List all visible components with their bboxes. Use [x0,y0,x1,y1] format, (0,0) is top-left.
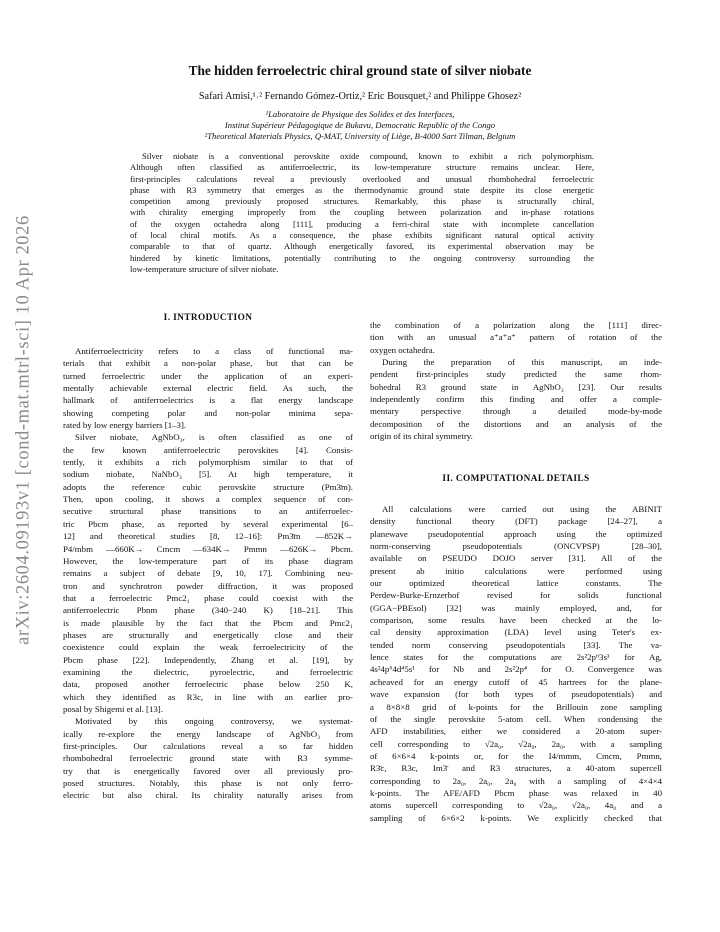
text-line: sampling of 6×6×2 k-points. We explicitly checked that [370,812,662,823]
text-line: electric but also chiral. Its chirality naturally arises from [63,790,353,801]
text-line: P4/mbm —660K→ Cmcm —634K→ Pmmn —626K→ Pbcm. [63,543,353,554]
text-line: Motivated by this ongoing controversy, we systemat- [75,716,353,727]
text-line: try that is energetically favored over all previously pro- [63,765,353,776]
text-line: rated by low energy barriers [1–3]. [63,420,187,431]
text-line: Antiferroelectricity refers to a class of functional ma- [75,346,353,356]
text-line: antiferroelectric Pbnm phase (340−240 K) [18–21]. This [63,605,353,616]
text-line: remains a subject of debate [9, 10, 17]. Combining neu- [63,568,353,579]
text-line: tended norm conserving pseudopotentials [33]. The va- [370,639,662,650]
text-line: data, proposed another ferroelectric phase below 250 K, [63,679,353,690]
text-line: showing competing polar and non-polar minima sepa- [63,407,353,418]
section-heading-introduction: I. INTRODUCTION [163,313,253,323]
section-heading-computational-details: II. COMPUTATIONAL DETAILS [442,474,590,484]
text-line: AFD instabilities, either we considered a 20-atom super- [370,726,662,737]
text-line: Silver niobate, AgNbO₃, is often classified as one of [75,432,353,443]
text-line: the combination of a polarization along the [111] direc- [370,320,662,330]
text-line: comparison, some results have been checked at the lo- [370,615,662,626]
arxiv-identifier-text: arXiv:2604.09193v1 [cond-mat.mtrl-sci] 10 Apr 2026 [13,215,34,645]
text-line: present ab initio calculations were performed using [370,565,662,576]
text-line: wave expansion (for both types of pseudopotentials) and [370,689,662,700]
text-line: decomposition of the distortions and an analysis of the [370,418,662,429]
text-line: posal by Shigemi et al. [13]. [63,703,163,714]
author-list: Safari Amisi,¹˒² Fernando Gómez-Ortiz,² Eric Bousquet,² and Philippe Ghosez² [198,91,522,102]
text-line: hallmark of antiferroelectrics is a flat energy landscape [63,395,353,406]
text-line: atoms supercell corresponding to √2a₀, √2a₀, 4a₀ and a [370,800,662,811]
abstract-line: of local chiral motifs. As a consequence, the phase exhibits significant natural optical activity [130,230,594,241]
paper-title: The hidden ferroelectric chiral ground state of silver niobate [188,63,532,78]
text-line: 4s²4p⁶4d⁴5s¹ for Nb and 2s²2p⁴ for O. Convergence was [370,664,662,675]
text-line: Then, upon cooling, it shows a complex sequence of con- [63,494,353,505]
abstract-line: Although often classified as antiferroelectric, its low-temperature structure remains unclear. Here, [130,162,594,173]
text-line: During the preparation of this manuscript, an inde- [382,357,662,368]
text-line: terials that exhibit a non-polar phase, but that can be [63,358,353,369]
right-column-text-top [370,319,662,442]
text-line: coexistence could explain the weak ferroelectricity of the [63,642,353,653]
arxiv-identifier [6,180,42,680]
text-line: secutive structural phase transitions to an antiferroelec- [63,506,353,517]
text-line: acheaved for an energy cutoff of 45 hartrees for the plane- [370,676,662,687]
text-line: of 6×6×4 k-points or, for the I4/mmm, Cmcm, Pmmn, [370,750,662,761]
affiliation-1-continued: Institut Supérieur Pédagogique de Bukavu, Democratic Republic of the Congo [224,120,496,130]
text-line: pendent first-principles study predicted the same rhom- [370,369,662,380]
abstract-line: competition among previously proposed structures. Remarkably, this phase is structurally chiral, [130,196,594,207]
text-line: adopts the reference cubic perovskite structure (Pm3̄m). [63,481,353,492]
text-line: phases are structurally and energetically close and their [63,629,353,640]
abstract-line: first-principles calculations reveal a previously overlooked and unusual rhombohedral ferroelectric [130,173,594,184]
text-line: origin of its chiral symmetry. [370,431,473,442]
abstract-line: Silver niobate is a conventional perovskite oxide compound, known to exhibit a rich polymorphism. [142,151,594,161]
text-line: cell corresponding to √2a₀, √2a₀, 2a₀, with a sampling [370,738,662,749]
text-line: R3̄c, R3c, Im3̄ and R3 structures, a 40-atom supercell [370,763,662,774]
left-column-text [63,345,353,802]
text-line: posed structures. Notably, this phase is not only ferro- [63,778,353,789]
text-line: tric Pbcm phase, as reported by several experimental [6– [63,518,353,529]
affiliation-1: ¹Laboratoire de Physique des Solides et des Interfaces, [265,109,455,119]
text-line: the few known antiferroelectric perovskites [4]. Consis- [63,444,353,455]
text-line: oxygen octahedra. [370,344,435,355]
abstract-line: of the oxygen octahedra along [111], producing a ferri-chiral state with incomplete cancellation [130,218,594,229]
text-line: mentary perspective through a detailed mode-by-mode [370,406,662,417]
text-line: density functional theory (DFT) package [24–27], a [370,516,662,527]
text-line: mentally achievable external electric field. As such, the [63,383,353,394]
text-line: planewave pseudopotential approach using the optimized [370,528,662,539]
abstract [130,151,594,275]
text-line: Perdew-Burke-Ernzerhof revised for solids functional [370,590,662,601]
text-line: tron and synchrotron powder diffraction, it was proposed [63,580,353,591]
text-line: ically re-explore the energy landscape of AgNbO₃ from [63,728,353,739]
text-line: bohedral R3 ground state in AgNbO₃ [23]. Our results [370,381,662,392]
text-line: (GGA−PBEsol) [32] was mainly employed, and, for [370,602,662,613]
affiliation-2: ²Theoretical Materials Physics, Q-MAT, University of Liège, B-4000 Sart Tilman, Belgium [204,131,516,141]
abstract-line: with chirality emerging improperly from the coupling between polarization and in-phase rotations [130,207,594,218]
text-line: turned ferroelectric under the application of an experi- [63,370,353,381]
text-line: All calculations were carried out using the ABINIT [382,504,662,514]
abstract-line: low-temperature structure of silver niobate. [130,263,279,274]
text-line: is made plausible by the fact that the Pbcm and Pmc2₁ [63,617,353,628]
text-line: available on PSEUDO DOJO server [31]. All of the [370,553,662,564]
text-line: first-principles. Our calculations reveal a so far hidden [63,741,353,751]
text-line: examining the dielectric, pyroelectric, and ferroelectric [63,666,353,677]
text-line: sodium niobate, NaNbO₃ [5]. At high temperature, it [63,469,353,480]
text-line: lence states for the computations are 2s²2p⁶3s¹ for Ag, [370,652,662,663]
text-line: 12] and theoretical studies [8, 12–16]: Pm3̄m —852K→ [63,531,353,542]
abstract-line: comparable to that of quartz. Although energetically favored, its experimental observation may be [130,241,594,252]
text-line: which they identified as R3c, in line with an earlier pro- [63,691,353,702]
text-line: independently confirm this finding and offer a comple- [370,394,662,405]
text-line: corresponding to 2a₀, 2a₀, 2a₀ with a sampling of 4×4×4 [370,775,662,786]
right-column-text-bottom [370,503,662,824]
abstract-line: phase with R3 symmetry that emerges as the thermodynamic ground state despite its close energetic [130,184,594,195]
abstract-line: hindered by kinetic limitations, potentially contributing to the ongoing controversy surrounding the [130,252,594,263]
text-line: k-points. The AFE/AFD Pbcm phase was relaxed in 40 [370,787,662,798]
text-line: rhombohedral ferroelectric ground state with R3 symme- [63,753,353,764]
text-line: a 8×8×8 grid of k-points for the Brillouin zone sampling [370,701,662,712]
text-line: tion with an unusual a⁺a⁺a⁺ pattern of rotation of the [370,332,662,343]
text-line: tently, it exhibits a rich polymorphism similar to that of [63,457,353,468]
text-line: cal density approximation (LDA) level using Teter's ex- [370,627,662,638]
text-line: our optimized theoretical lattice constants. The [370,578,662,589]
text-line: norm-conserving pseudopotentials (ONCVPSP) [28–30], [370,541,662,552]
text-line: of the single perovskite 5-atom cell. When condensing the [370,713,662,724]
text-line: However, the low-temperature part of its phase diagram [63,555,353,566]
text-line: that a ferroelectric Pmc2₁ phase could coexist with the [63,592,353,603]
text-line: Pbcm phase [22]. Independently, Zhang et al. [19], by [63,654,353,665]
